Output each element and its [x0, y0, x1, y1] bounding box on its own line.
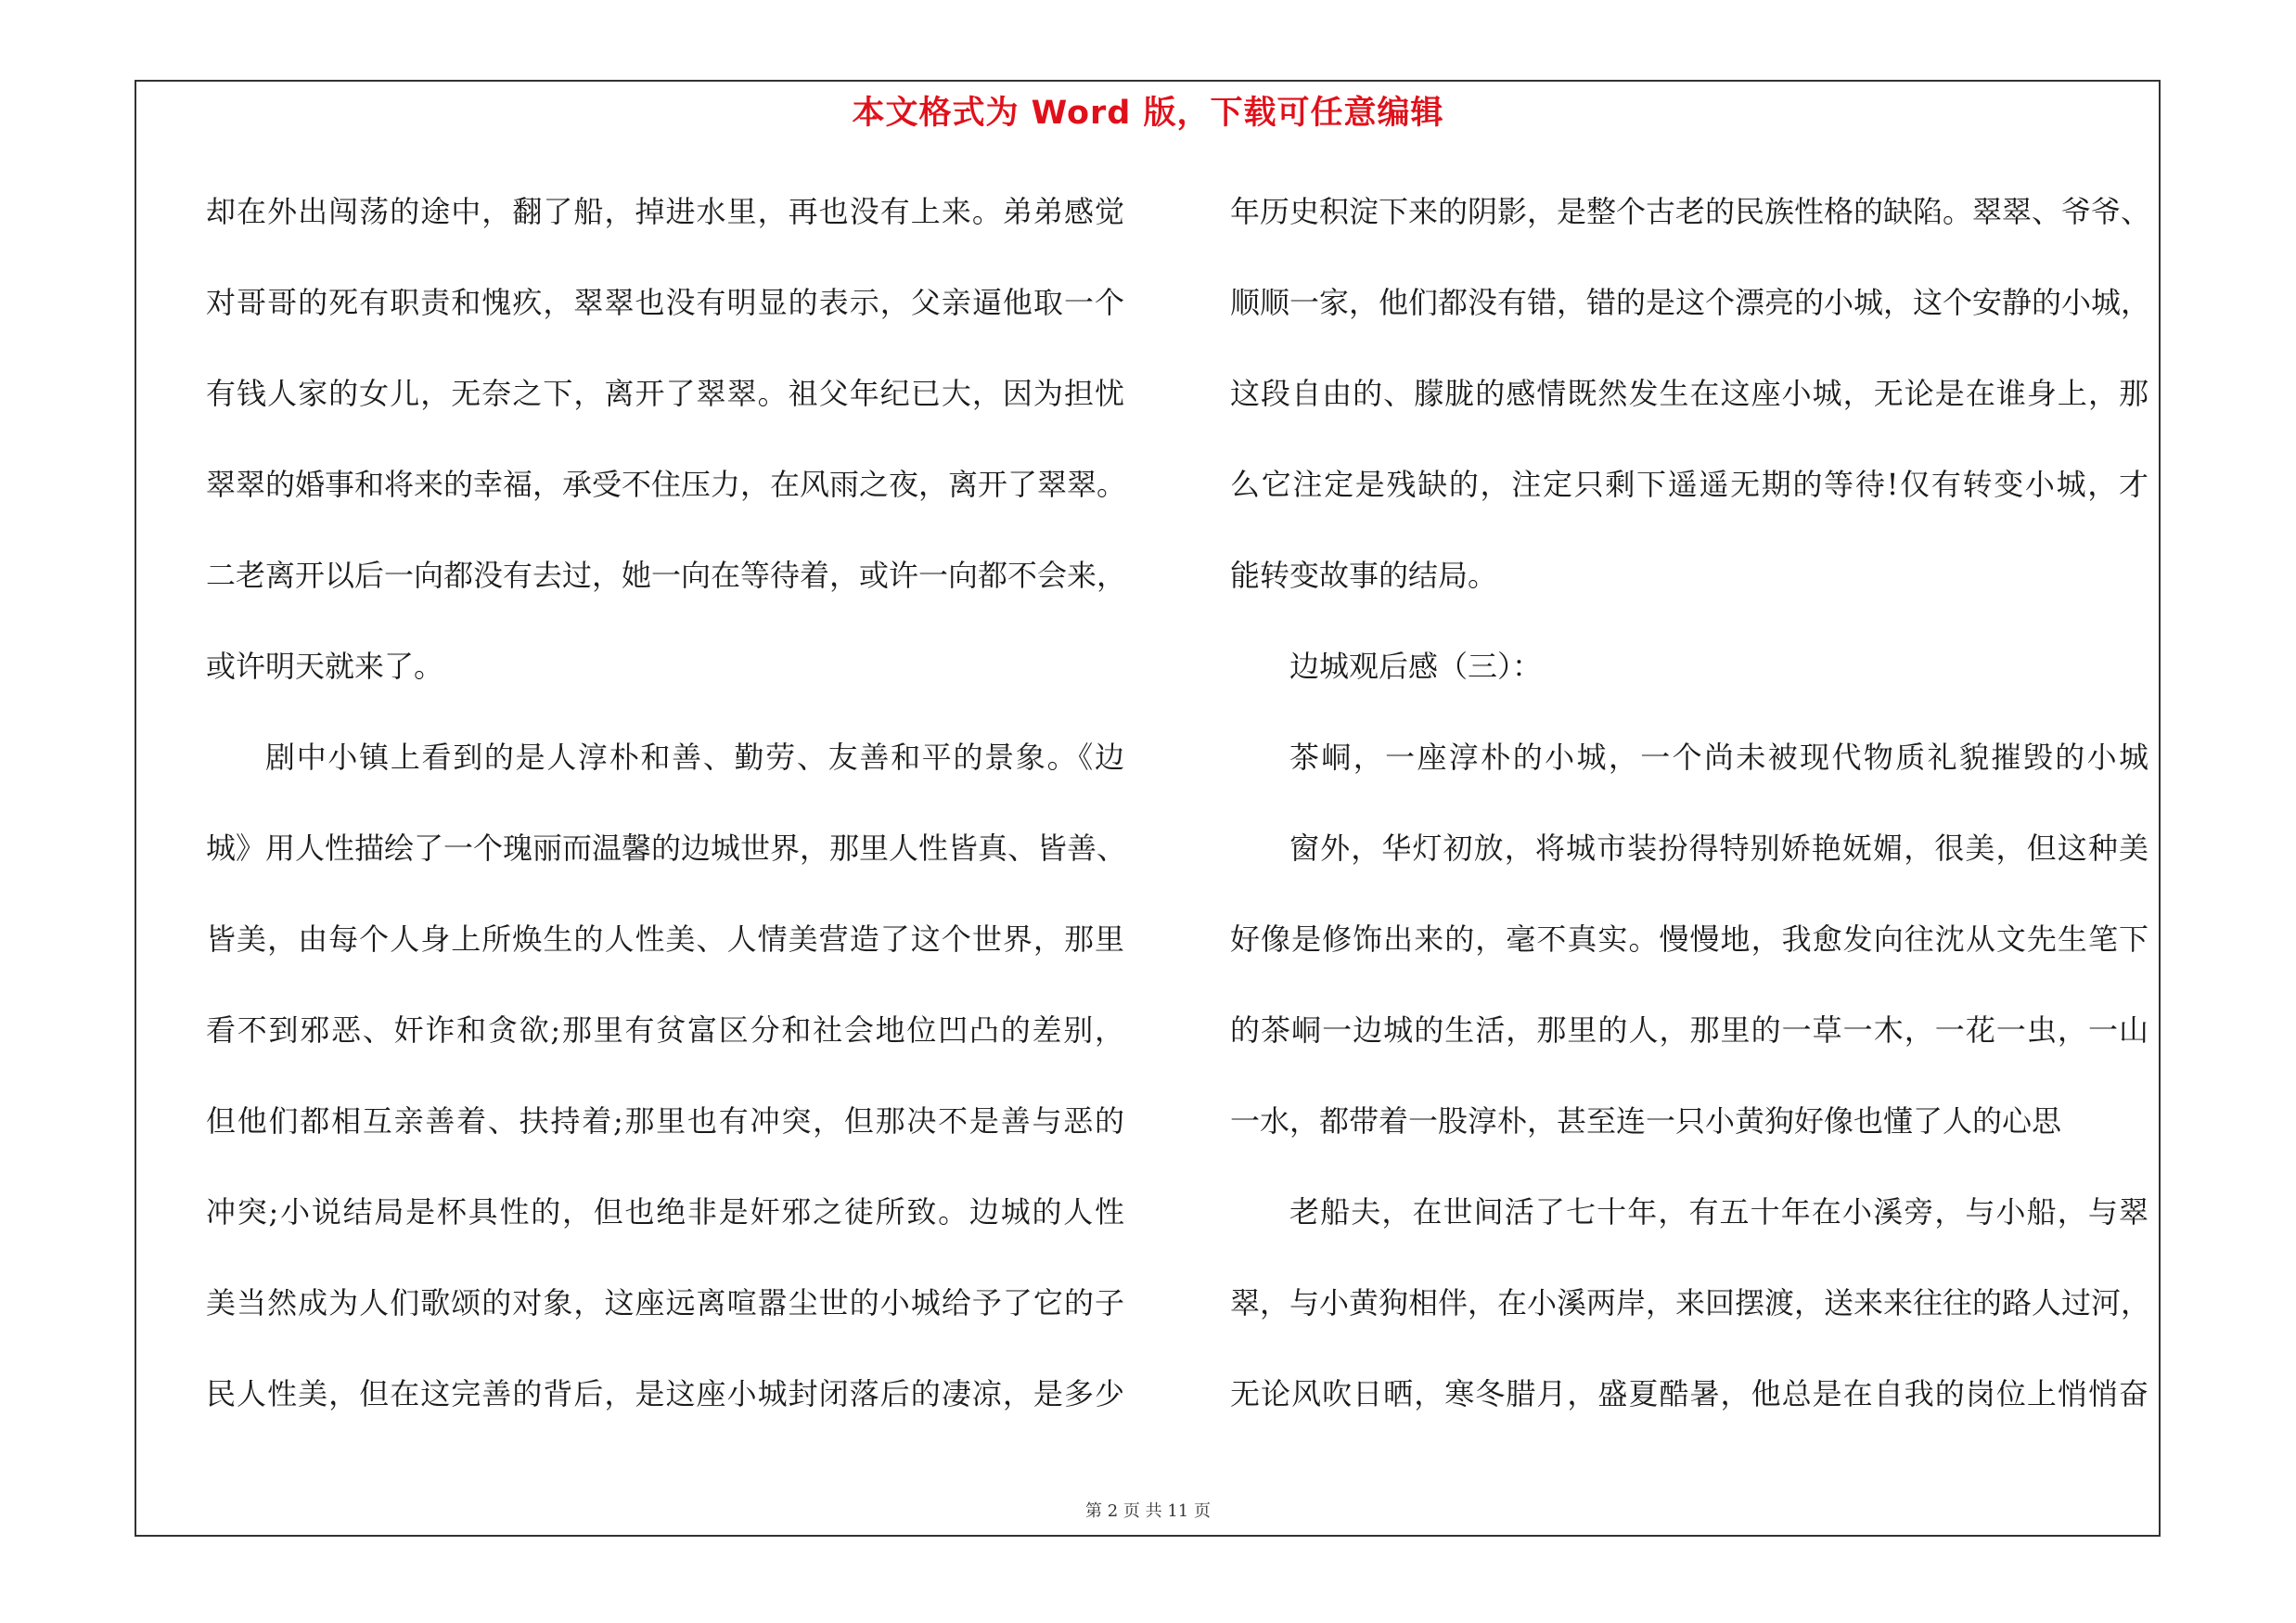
text-line: 或许明天就来了。	[206, 649, 444, 684]
text-line: 却在外出闯荡的途中，翻了船，掉进水里，再也没有上来。弟弟感觉	[206, 194, 1124, 229]
text-line: 有钱人家的女儿，无奈之下，离开了翠翠。祖父年纪已大，因为担忧	[206, 376, 1124, 411]
text-line: 老船夫，在世间活了七十年，有五十年在小溪旁，与小船，与翠	[1289, 1194, 2148, 1230]
text-line: 看不到邪恶、奸诈和贪欲;那里有贫富区分和社会地位凹凸的差别，	[206, 1012, 1124, 1048]
right-column	[1230, 184, 2151, 1457]
text-line: 么它注定是残缺的，注定只剩下遥遥无期的等待!仅有转变小城，才	[1230, 467, 2148, 502]
text-line: 皆美，由每个人身上所焕生的人性美、人情美营造了这个世界，那里	[206, 921, 1124, 957]
text-line: 这段自由的、朦胧的感情既然发生在这座小城，无论是在谁身上，那	[1230, 376, 2148, 411]
text-line: 美当然成为人们歌颂的对象，这座远离喧嚣尘世的小城给予了它的子	[206, 1285, 1124, 1320]
text-line: 边城观后感（三）：	[1289, 649, 1543, 684]
page-number-footer: 第 2 页 共 11 页	[1085, 1501, 1211, 1521]
left-column	[206, 184, 1127, 1457]
text-line: 剧中小镇上看到的是人淳朴和善、勤劳、友善和平的景象。《边	[265, 740, 1124, 775]
text-line: 对哥哥的死有职责和愧疚，翠翠也没有明显的表示，父亲逼他取一个	[206, 285, 1124, 320]
text-line: 好像是修饰出来的，毫不真实。慢慢地，我愈发向往沈从文先生笔下	[1230, 921, 2148, 957]
text-line: 茶峒，一座淳朴的小城，一个尚未被现代物质礼貌摧毁的小城	[1289, 740, 2148, 775]
text-line: 年历史积淀下来的阴影，是整个古老的民族性格的缺陷。翠翠、爷爷、	[1230, 194, 2151, 229]
text-line: 翠，与小黄狗相伴，在小溪两岸，来回摆渡，送来来往往的路人过河，	[1230, 1285, 2151, 1320]
text-line: 窗外，华灯初放，将城市装扮得特别娇艳妩媚，很美，但这种美	[1289, 831, 2148, 866]
text-line: 顺顺一家，他们都没有错，错的是这个漂亮的小城，这个安静的小城，	[1230, 285, 2151, 320]
text-line: 城》用人性描绘了一个瑰丽而温馨的边城世界，那里人性皆真、皆善、	[206, 831, 1127, 866]
text-line: 民人性美，但在这完善的背后，是这座小城封闭落后的凄凉，是多少	[206, 1376, 1124, 1411]
text-line: 但他们都相互亲善着、扶持着;那里也有冲突，但那决不是善与恶的	[206, 1103, 1124, 1139]
text-line: 能转变故事的结局。	[1230, 558, 1498, 593]
text-line: 的茶峒一边城的生活，那里的人，那里的一草一木，一花一虫，一山	[1230, 1012, 2148, 1048]
text-line: 无论风吹日晒，寒冬腊月，盛夏酷暑，他总是在自我的岗位上悄悄奋	[1230, 1376, 2148, 1411]
text-line: 二老离开以后一向都没有去过，她一向在等待着，或许一向都不会来，	[206, 558, 1127, 593]
text-line: 翠翠的婚事和将来的幸福，承受不住压力，在风雨之夜，离开了翠翠。	[206, 467, 1127, 502]
text-line: 一水，都带着一股淳朴，甚至连一只小黄狗好像也懂了人的心思	[1230, 1103, 2062, 1139]
text-line: 冲突;小说结局是杯具性的，但也绝非是奸邪之徒所致。边城的人性	[206, 1194, 1124, 1230]
word-format-banner: 本文格式为 Word 版，下载可任意编辑	[852, 95, 1444, 132]
